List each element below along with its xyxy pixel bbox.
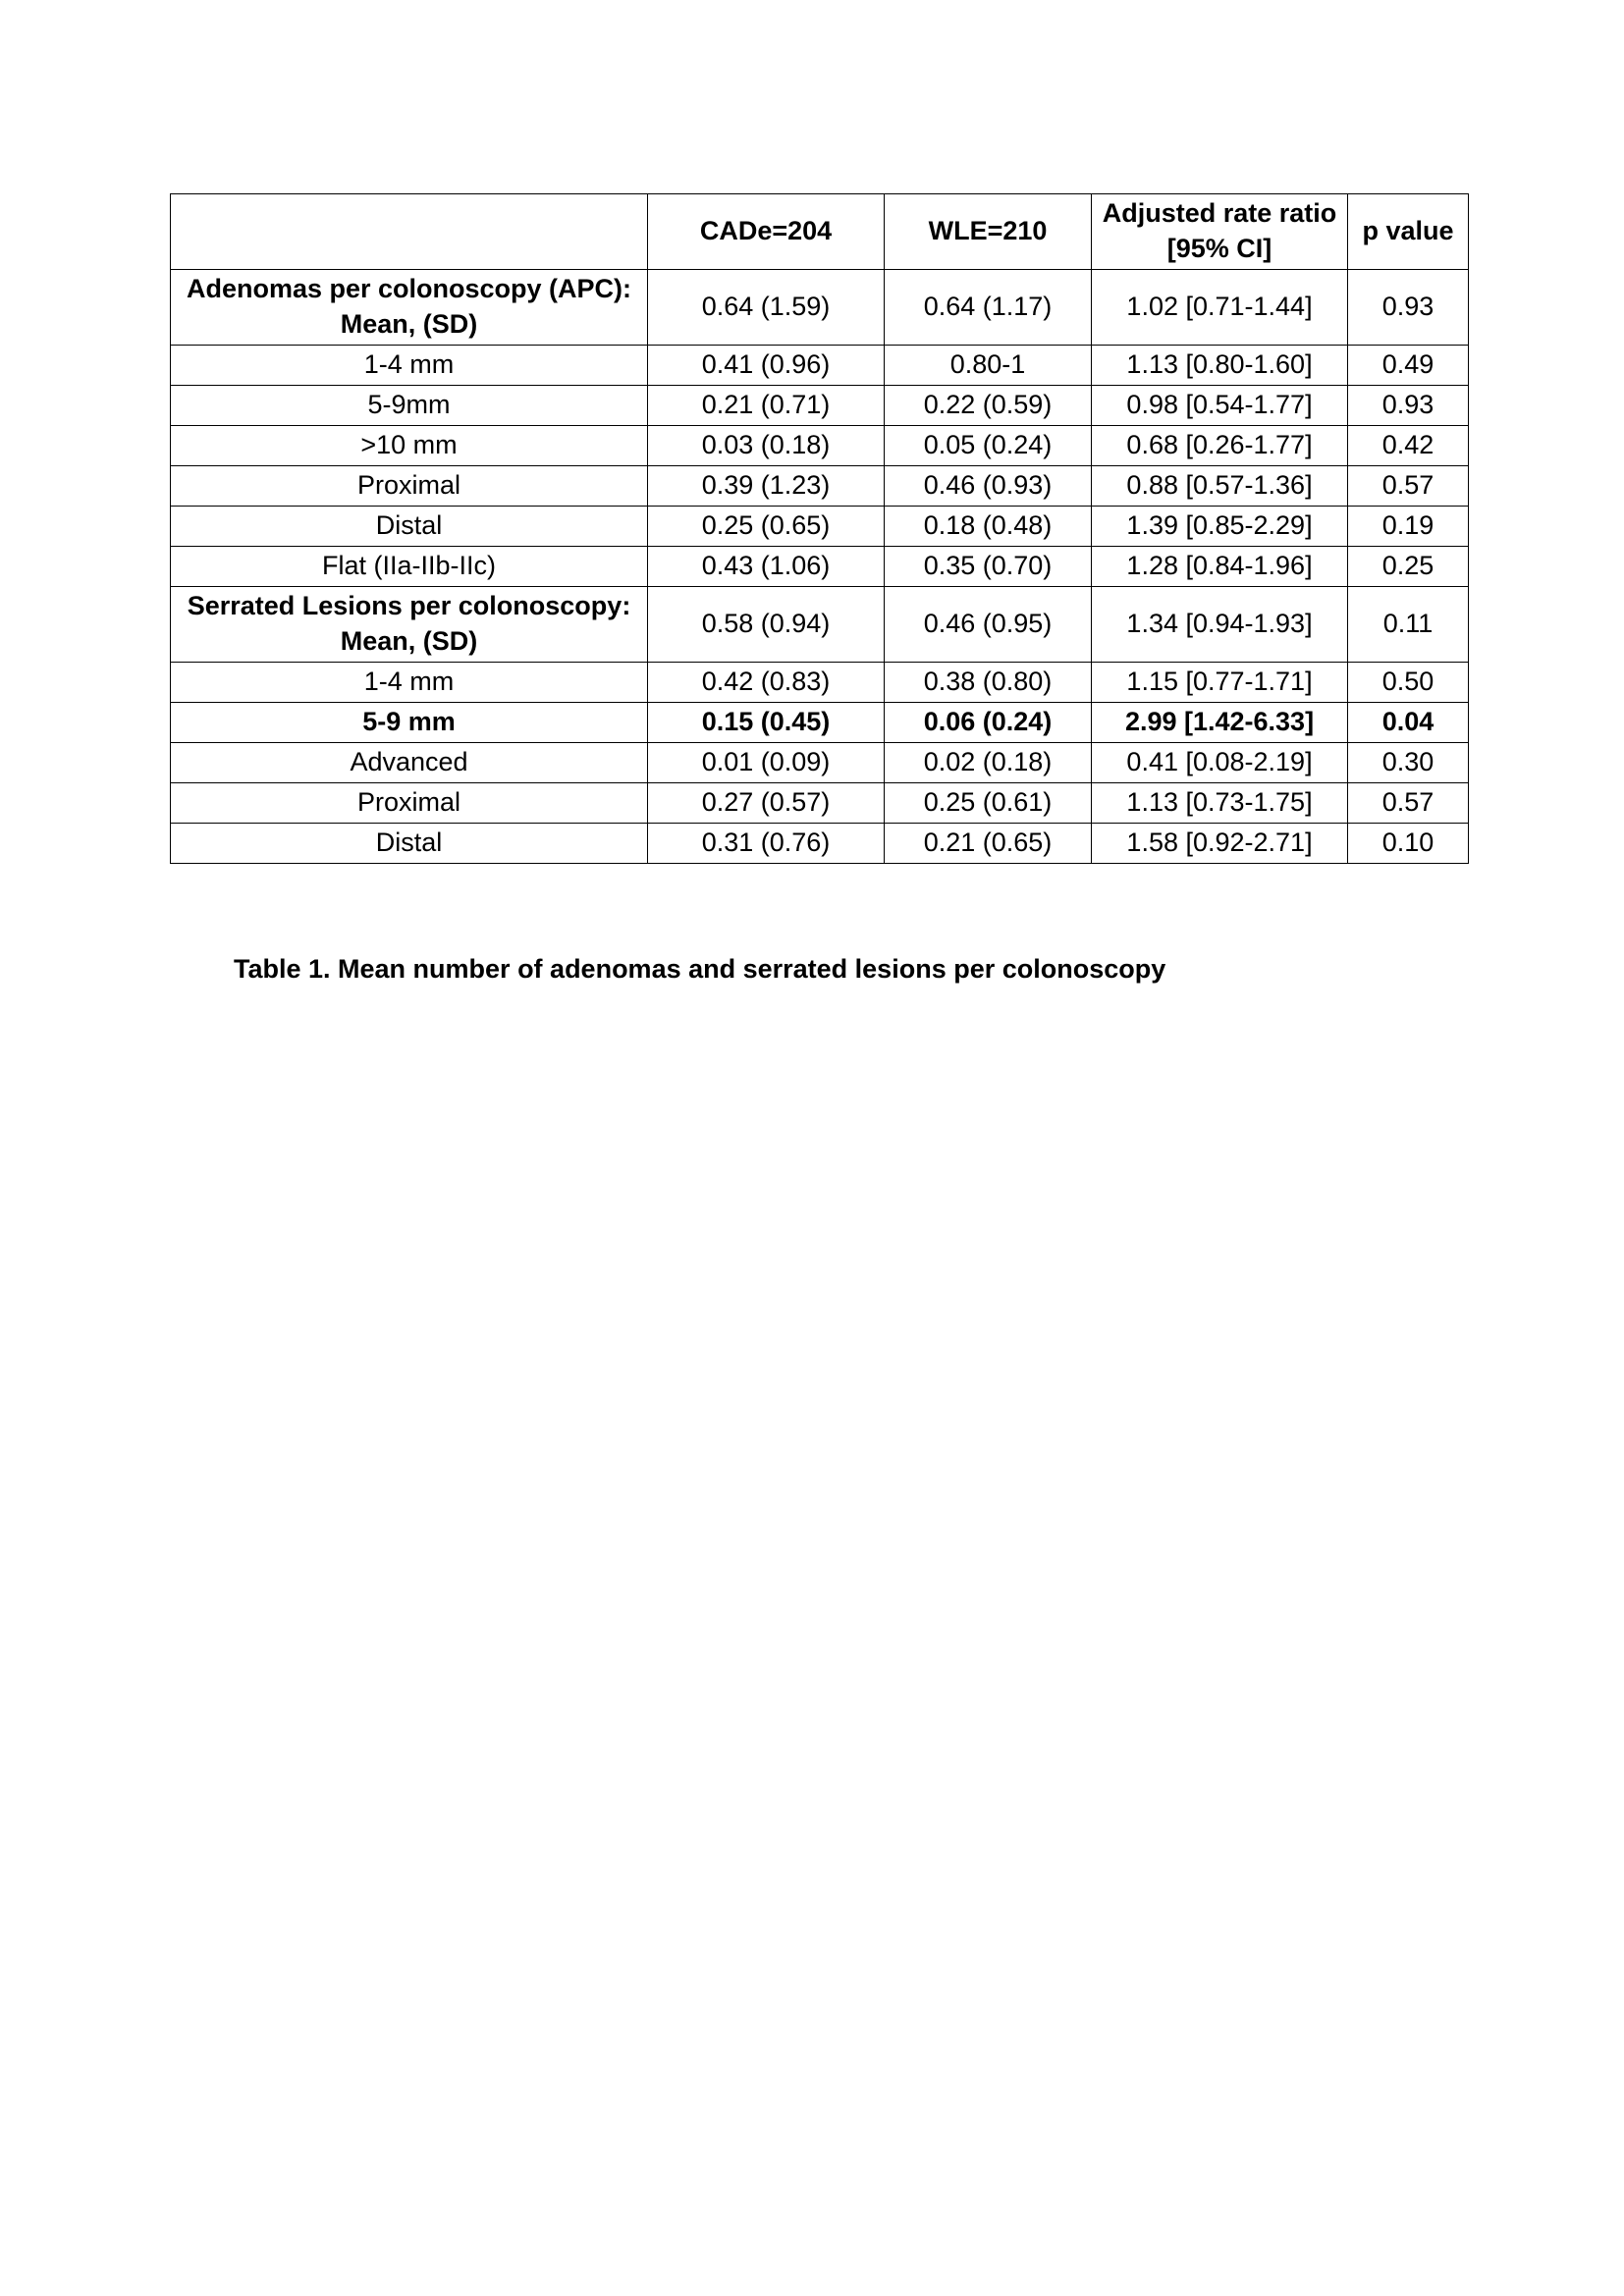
p-value: 0.93	[1348, 270, 1469, 346]
wle-value: 0.64 (1.17)	[885, 270, 1092, 346]
row-label: 5-9mm	[171, 386, 648, 426]
p-value: 0.57	[1348, 466, 1469, 507]
row-label: 5-9 mm	[171, 703, 648, 743]
rate-ratio-value: 0.98 [0.54-1.77]	[1092, 386, 1348, 426]
table-row	[171, 743, 1469, 783]
wle-value: 0.18 (0.48)	[885, 507, 1092, 547]
row-label: Adenomas per colonoscopy (APC): Mean, (SD)	[171, 270, 648, 346]
p-value: 0.10	[1348, 824, 1469, 864]
row-label: Proximal	[171, 466, 648, 507]
wle-value: 0.06 (0.24)	[885, 703, 1092, 743]
table-row	[171, 270, 1469, 346]
cade-value: 0.64 (1.59)	[648, 270, 885, 346]
table-row	[171, 386, 1469, 426]
p-value: 0.93	[1348, 386, 1469, 426]
p-value: 0.11	[1348, 587, 1469, 663]
rate-ratio-value: 2.99 [1.42-6.33]	[1092, 703, 1348, 743]
table-row	[171, 587, 1469, 663]
p-value: 0.50	[1348, 663, 1469, 703]
p-value: 0.49	[1348, 346, 1469, 386]
rate-ratio-value: 1.58 [0.92-2.71]	[1092, 824, 1348, 864]
table-row	[171, 663, 1469, 703]
wle-value: 0.05 (0.24)	[885, 426, 1092, 466]
rate-ratio-value: 1.02 [0.71-1.44]	[1092, 270, 1348, 346]
row-label: Distal	[171, 824, 648, 864]
column-header-rate-ratio: Adjusted rate ratio [95% CI]	[1092, 194, 1348, 270]
column-header-cade: CADe=204	[648, 194, 885, 270]
cade-value: 0.58 (0.94)	[648, 587, 885, 663]
cade-value: 0.15 (0.45)	[648, 703, 885, 743]
rate-ratio-value: 1.13 [0.73-1.75]	[1092, 783, 1348, 824]
cade-value: 0.01 (0.09)	[648, 743, 885, 783]
wle-value: 0.02 (0.18)	[885, 743, 1092, 783]
cade-value: 0.21 (0.71)	[648, 386, 885, 426]
wle-value: 0.21 (0.65)	[885, 824, 1092, 864]
wle-value: 0.80-1	[885, 346, 1092, 386]
row-label: Distal	[171, 507, 648, 547]
table-header	[171, 194, 1469, 270]
cade-value: 0.42 (0.83)	[648, 663, 885, 703]
wle-value: 0.22 (0.59)	[885, 386, 1092, 426]
row-label: Advanced	[171, 743, 648, 783]
row-label: Serrated Lesions per colonoscopy: Mean, (SD)	[171, 587, 648, 663]
table-row	[171, 547, 1469, 587]
rate-ratio-value: 0.68 [0.26-1.77]	[1092, 426, 1348, 466]
column-header-wle: WLE=210	[885, 194, 1092, 270]
column-header-label	[171, 194, 648, 270]
wle-value: 0.46 (0.95)	[885, 587, 1092, 663]
rate-ratio-value: 1.13 [0.80-1.60]	[1092, 346, 1348, 386]
table-row	[171, 346, 1469, 386]
column-header-p-value: p value	[1348, 194, 1469, 270]
row-label: 1-4 mm	[171, 346, 648, 386]
p-value: 0.04	[1348, 703, 1469, 743]
wle-value: 0.25 (0.61)	[885, 783, 1092, 824]
wle-value: 0.46 (0.93)	[885, 466, 1092, 507]
table-row	[171, 426, 1469, 466]
p-value: 0.42	[1348, 426, 1469, 466]
row-label: Flat (IIa-IIb-IIc)	[171, 547, 648, 587]
table-row	[171, 507, 1469, 547]
rate-ratio-value: 1.39 [0.85-2.29]	[1092, 507, 1348, 547]
rate-ratio-value: 0.41 [0.08-2.19]	[1092, 743, 1348, 783]
p-value: 0.19	[1348, 507, 1469, 547]
table-row	[171, 783, 1469, 824]
cade-value: 0.41 (0.96)	[648, 346, 885, 386]
cade-value: 0.31 (0.76)	[648, 824, 885, 864]
wle-value: 0.35 (0.70)	[885, 547, 1092, 587]
rate-ratio-value: 1.28 [0.84-1.96]	[1092, 547, 1348, 587]
table-body	[171, 270, 1469, 864]
header-row	[171, 194, 1469, 270]
cade-value: 0.39 (1.23)	[648, 466, 885, 507]
row-label: 1-4 mm	[171, 663, 648, 703]
p-value: 0.57	[1348, 783, 1469, 824]
cade-value: 0.25 (0.65)	[648, 507, 885, 547]
cade-value: 0.43 (1.06)	[648, 547, 885, 587]
table-row	[171, 703, 1469, 743]
results-table	[170, 193, 1469, 864]
cade-value: 0.27 (0.57)	[648, 783, 885, 824]
rate-ratio-value: 1.34 [0.94-1.93]	[1092, 587, 1348, 663]
table-row	[171, 824, 1469, 864]
p-value: 0.30	[1348, 743, 1469, 783]
cade-value: 0.03 (0.18)	[648, 426, 885, 466]
table-row	[171, 466, 1469, 507]
table-caption: Table 1. Mean number of adenomas and serrated lesions per colonoscopy	[234, 954, 1166, 984]
wle-value: 0.38 (0.80)	[885, 663, 1092, 703]
row-label: >10 mm	[171, 426, 648, 466]
rate-ratio-value: 0.88 [0.57-1.36]	[1092, 466, 1348, 507]
row-label: Proximal	[171, 783, 648, 824]
p-value: 0.25	[1348, 547, 1469, 587]
rate-ratio-value: 1.15 [0.77-1.71]	[1092, 663, 1348, 703]
